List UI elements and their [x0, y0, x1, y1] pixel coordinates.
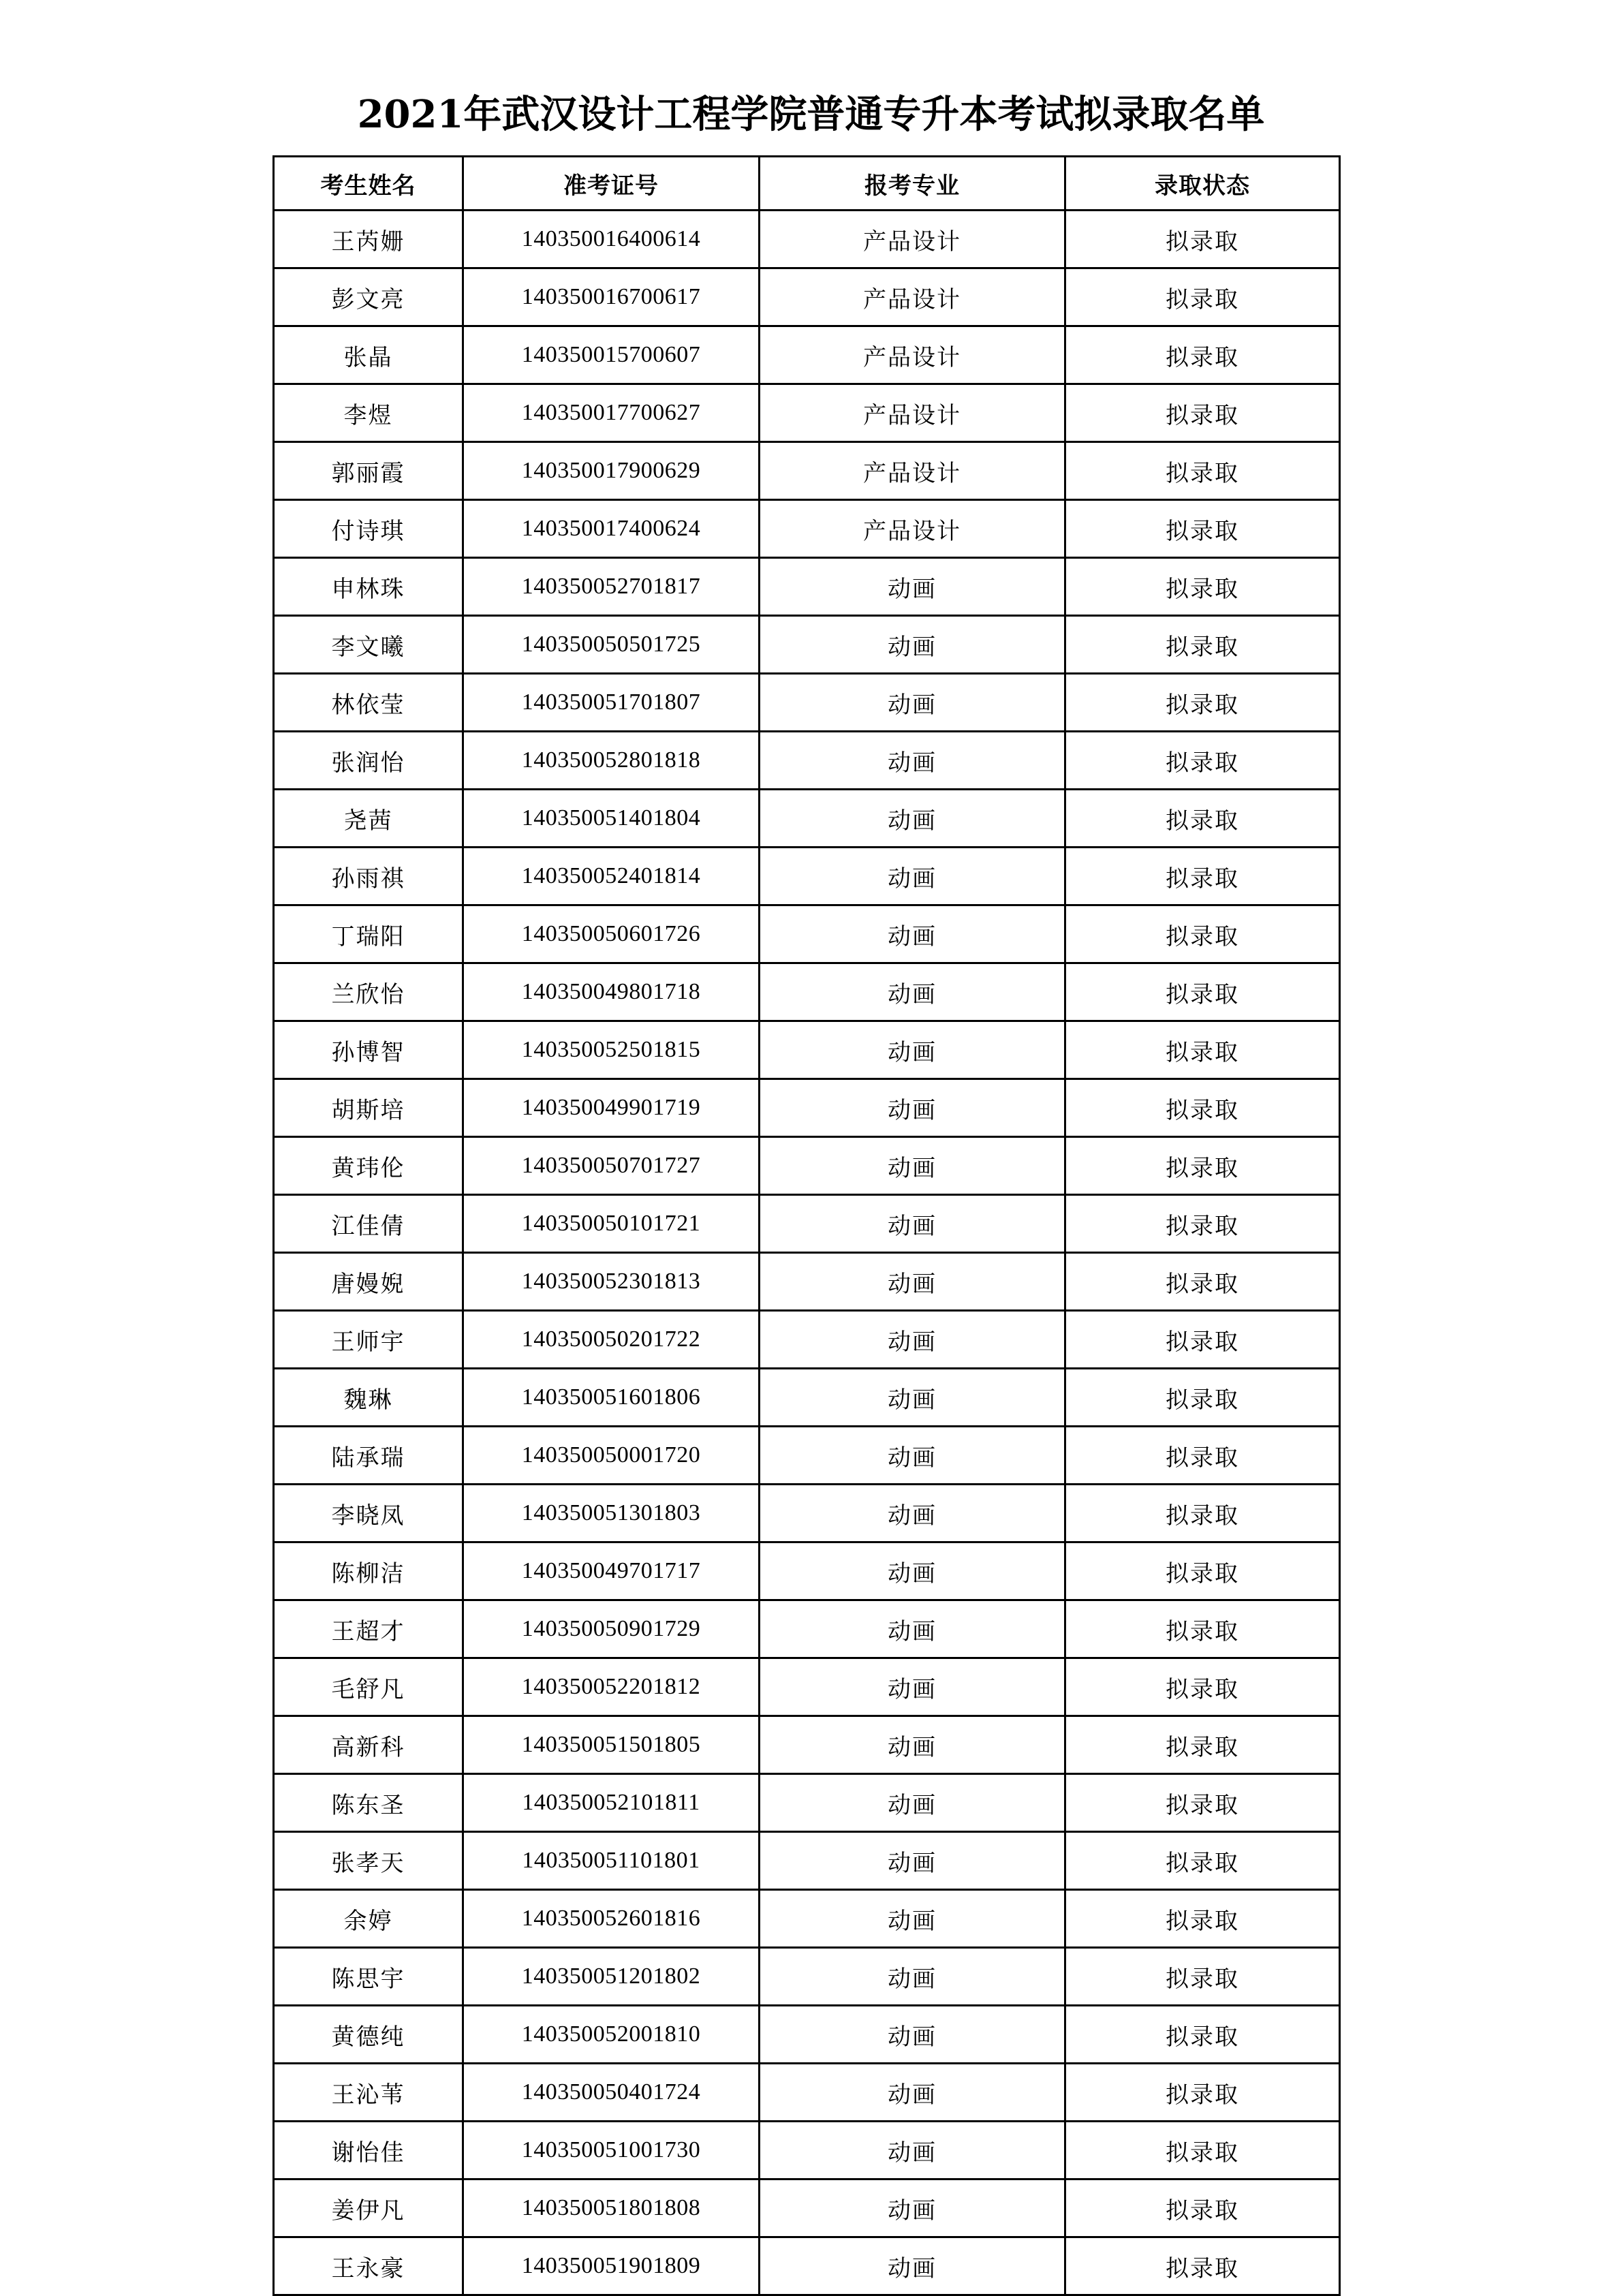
cell-major: 动画: [760, 1658, 1065, 1716]
cell-admission-status: 拟录取: [1065, 674, 1340, 732]
cell-admission-status: 拟录取: [1065, 1311, 1340, 1369]
table-row: [274, 268, 1340, 326]
cell-candidate-name: 魏琳: [274, 1369, 463, 1427]
cell-admission-status: 拟录取: [1065, 1021, 1340, 1079]
cell-major: 动画: [760, 1369, 1065, 1427]
table-row: [274, 1195, 1340, 1253]
cell-ticket-number: 140350051901809: [463, 2237, 760, 2295]
column-header-name: 考生姓名: [274, 157, 463, 211]
table-row: [274, 1774, 1340, 1832]
cell-admission-status: 拟录取: [1065, 326, 1340, 384]
table-row: [274, 1600, 1340, 1658]
table-row: [274, 211, 1340, 268]
cell-major: 动画: [760, 1774, 1065, 1832]
cell-ticket-number: 140350051601806: [463, 1369, 760, 1427]
cell-candidate-name: 高新科: [274, 1716, 463, 1774]
table-row: [274, 1311, 1340, 1369]
table-row: [274, 2006, 1340, 2064]
table-row: [274, 1948, 1340, 2006]
cell-major: 产品设计: [760, 384, 1065, 442]
cell-candidate-name: 申林珠: [274, 558, 463, 616]
cell-ticket-number: 140350052501815: [463, 1021, 760, 1079]
cell-major: 动画: [760, 905, 1065, 963]
cell-candidate-name: 唐嫚婗: [274, 1253, 463, 1311]
page-title: 2021年武汉设计工程学院普通专升本考试拟录取名单: [357, 91, 1265, 137]
cell-candidate-name: 彭文亮: [274, 268, 463, 326]
admission-roster-table: [272, 155, 1341, 2296]
cell-ticket-number: 140350017400624: [463, 500, 760, 558]
cell-major: 动画: [760, 1716, 1065, 1774]
cell-candidate-name: 陆承瑞: [274, 1427, 463, 1485]
table-row: [274, 1021, 1340, 1079]
cell-candidate-name: 兰欣怡: [274, 963, 463, 1021]
table-row: [274, 905, 1340, 963]
cell-admission-status: 拟录取: [1065, 1369, 1340, 1427]
cell-major: 动画: [760, 1253, 1065, 1311]
cell-candidate-name: 李文曦: [274, 616, 463, 674]
cell-ticket-number: 140350017900629: [463, 442, 760, 500]
table-row: [274, 1427, 1340, 1485]
cell-admission-status: 拟录取: [1065, 1137, 1340, 1195]
cell-ticket-number: 140350049901719: [463, 1079, 760, 1137]
cell-ticket-number: 140350052601816: [463, 1890, 760, 1948]
cell-admission-status: 拟录取: [1065, 211, 1340, 268]
table-row: [274, 1716, 1340, 1774]
cell-admission-status: 拟录取: [1065, 1890, 1340, 1948]
table-row: [274, 963, 1340, 1021]
column-header-status: 录取状态: [1065, 157, 1340, 211]
cell-major: 动画: [760, 963, 1065, 1021]
cell-candidate-name: 李晓凤: [274, 1485, 463, 1542]
cell-major: 动画: [760, 1137, 1065, 1195]
cell-admission-status: 拟录取: [1065, 442, 1340, 500]
cell-candidate-name: 付诗琪: [274, 500, 463, 558]
cell-ticket-number: 140350051001730: [463, 2122, 760, 2179]
cell-candidate-name: 姜伊凡: [274, 2179, 463, 2237]
cell-ticket-number: 140350050601726: [463, 905, 760, 963]
table-row: [274, 1890, 1340, 1948]
cell-candidate-name: 黄德纯: [274, 2006, 463, 2064]
cell-ticket-number: 140350015700607: [463, 326, 760, 384]
cell-admission-status: 拟录取: [1065, 2064, 1340, 2122]
cell-major: 动画: [760, 616, 1065, 674]
table-row: [274, 1485, 1340, 1542]
cell-candidate-name: 李煜: [274, 384, 463, 442]
cell-ticket-number: 140350050501725: [463, 616, 760, 674]
table-row: [274, 326, 1340, 384]
cell-major: 动画: [760, 1600, 1065, 1658]
cell-major: 产品设计: [760, 211, 1065, 268]
table-row: [274, 674, 1340, 732]
cell-admission-status: 拟录取: [1065, 1658, 1340, 1716]
cell-major: 动画: [760, 1021, 1065, 1079]
cell-ticket-number: 140350051201802: [463, 1948, 760, 2006]
table-row: [274, 1369, 1340, 1427]
table-row: [274, 790, 1340, 848]
cell-major: 动画: [760, 1311, 1065, 1369]
cell-candidate-name: 郭丽霞: [274, 442, 463, 500]
table-row: [274, 2122, 1340, 2179]
cell-admission-status: 拟录取: [1065, 268, 1340, 326]
cell-candidate-name: 张润怡: [274, 732, 463, 790]
table-row: [274, 1079, 1340, 1137]
cell-ticket-number: 140350050201722: [463, 1311, 760, 1369]
cell-ticket-number: 140350050701727: [463, 1137, 760, 1195]
cell-candidate-name: 孙博智: [274, 1021, 463, 1079]
cell-admission-status: 拟录取: [1065, 616, 1340, 674]
cell-major: 动画: [760, 790, 1065, 848]
cell-candidate-name: 王师宇: [274, 1311, 463, 1369]
cell-admission-status: 拟录取: [1065, 1774, 1340, 1832]
cell-admission-status: 拟录取: [1065, 500, 1340, 558]
table-body: [274, 211, 1340, 2295]
column-header-major: 报考专业: [760, 157, 1065, 211]
table-row: [274, 1832, 1340, 1890]
cell-ticket-number: 140350016700617: [463, 268, 760, 326]
table-row: [274, 2237, 1340, 2295]
cell-admission-status: 拟录取: [1065, 2122, 1340, 2179]
cell-admission-status: 拟录取: [1065, 1253, 1340, 1311]
cell-candidate-name: 余婷: [274, 1890, 463, 1948]
cell-candidate-name: 丁瑞阳: [274, 905, 463, 963]
cell-ticket-number: 140350051501805: [463, 1716, 760, 1774]
cell-ticket-number: 140350052301813: [463, 1253, 760, 1311]
cell-candidate-name: 胡斯培: [274, 1079, 463, 1137]
table-row: [274, 384, 1340, 442]
cell-ticket-number: 140350052201812: [463, 1658, 760, 1716]
cell-ticket-number: 140350051401804: [463, 790, 760, 848]
cell-admission-status: 拟录取: [1065, 1542, 1340, 1600]
cell-candidate-name: 尧茜: [274, 790, 463, 848]
table-row: [274, 2064, 1340, 2122]
cell-admission-status: 拟录取: [1065, 558, 1340, 616]
cell-candidate-name: 王超才: [274, 1600, 463, 1658]
cell-major: 动画: [760, 1079, 1065, 1137]
cell-ticket-number: 140350050101721: [463, 1195, 760, 1253]
cell-ticket-number: 140350052401814: [463, 848, 760, 905]
cell-candidate-name: 谢怡佳: [274, 2122, 463, 2179]
cell-major: 动画: [760, 1948, 1065, 2006]
cell-admission-status: 拟录取: [1065, 1948, 1340, 2006]
cell-candidate-name: 林依莹: [274, 674, 463, 732]
cell-major: 动画: [760, 1542, 1065, 1600]
cell-major: 动画: [760, 1195, 1065, 1253]
cell-candidate-name: 王永豪: [274, 2237, 463, 2295]
table-row: [274, 2179, 1340, 2237]
table-row: [274, 616, 1340, 674]
cell-admission-status: 拟录取: [1065, 384, 1340, 442]
table-row: [274, 1542, 1340, 1600]
cell-candidate-name: 张孝天: [274, 1832, 463, 1890]
cell-admission-status: 拟录取: [1065, 2006, 1340, 2064]
cell-major: 动画: [760, 2237, 1065, 2295]
table-row: [274, 1658, 1340, 1716]
cell-candidate-name: 陈思宇: [274, 1948, 463, 2006]
admission-table-container: [272, 155, 1339, 2296]
cell-ticket-number: 140350050401724: [463, 2064, 760, 2122]
cell-major: 产品设计: [760, 442, 1065, 500]
cell-major: 动画: [760, 848, 1065, 905]
cell-admission-status: 拟录取: [1065, 1600, 1340, 1658]
cell-ticket-number: 140350050901729: [463, 1600, 760, 1658]
table-header: [274, 157, 1340, 211]
cell-ticket-number: 140350052701817: [463, 558, 760, 616]
cell-major: 产品设计: [760, 268, 1065, 326]
cell-ticket-number: 140350016400614: [463, 211, 760, 268]
cell-admission-status: 拟录取: [1065, 732, 1340, 790]
cell-major: 动画: [760, 674, 1065, 732]
cell-major: 产品设计: [760, 326, 1065, 384]
table-row: [274, 1253, 1340, 1311]
cell-admission-status: 拟录取: [1065, 963, 1340, 1021]
table-row: [274, 500, 1340, 558]
table-header-row: [274, 157, 1340, 211]
cell-admission-status: 拟录取: [1065, 1485, 1340, 1542]
cell-major: 动画: [760, 2179, 1065, 2237]
cell-candidate-name: 孙雨祺: [274, 848, 463, 905]
cell-ticket-number: 140350049801718: [463, 963, 760, 1021]
cell-ticket-number: 140350051801808: [463, 2179, 760, 2237]
cell-admission-status: 拟录取: [1065, 1716, 1340, 1774]
cell-major: 动画: [760, 1890, 1065, 1948]
cell-admission-status: 拟录取: [1065, 2179, 1340, 2237]
table-row: [274, 442, 1340, 500]
cell-ticket-number: 140350017700627: [463, 384, 760, 442]
cell-admission-status: 拟录取: [1065, 790, 1340, 848]
cell-ticket-number: 140350052101811: [463, 1774, 760, 1832]
cell-candidate-name: 黄玮伦: [274, 1137, 463, 1195]
cell-candidate-name: 王芮姗: [274, 211, 463, 268]
table-row: [274, 1137, 1340, 1195]
cell-major: 动画: [760, 1832, 1065, 1890]
cell-admission-status: 拟录取: [1065, 1427, 1340, 1485]
cell-candidate-name: 江佳倩: [274, 1195, 463, 1253]
cell-candidate-name: 张晶: [274, 326, 463, 384]
table-row: [274, 732, 1340, 790]
cell-admission-status: 拟录取: [1065, 848, 1340, 905]
table-row: [274, 848, 1340, 905]
cell-major: 动画: [760, 1427, 1065, 1485]
cell-candidate-name: 陈东圣: [274, 1774, 463, 1832]
cell-ticket-number: 140350051701807: [463, 674, 760, 732]
cell-admission-status: 拟录取: [1065, 1079, 1340, 1137]
cell-admission-status: 拟录取: [1065, 2237, 1340, 2295]
cell-major: 动画: [760, 2064, 1065, 2122]
cell-major: 动画: [760, 1485, 1065, 1542]
cell-admission-status: 拟录取: [1065, 1832, 1340, 1890]
cell-ticket-number: 140350049701717: [463, 1542, 760, 1600]
cell-major: 动画: [760, 732, 1065, 790]
cell-admission-status: 拟录取: [1065, 905, 1340, 963]
column-header-ticket: 准考证号: [463, 157, 760, 211]
cell-ticket-number: 140350051301803: [463, 1485, 760, 1542]
cell-candidate-name: 毛舒凡: [274, 1658, 463, 1716]
cell-ticket-number: 140350051101801: [463, 1832, 760, 1890]
cell-major: 动画: [760, 2006, 1065, 2064]
table-row: [274, 558, 1340, 616]
cell-ticket-number: 140350052801818: [463, 732, 760, 790]
cell-admission-status: 拟录取: [1065, 1195, 1340, 1253]
cell-candidate-name: 王沁苇: [274, 2064, 463, 2122]
cell-major: 动画: [760, 558, 1065, 616]
cell-major: 产品设计: [760, 500, 1065, 558]
cell-ticket-number: 140350050001720: [463, 1427, 760, 1485]
cell-candidate-name: 陈柳洁: [274, 1542, 463, 1600]
cell-major: 动画: [760, 2122, 1065, 2179]
cell-ticket-number: 140350052001810: [463, 2006, 760, 2064]
